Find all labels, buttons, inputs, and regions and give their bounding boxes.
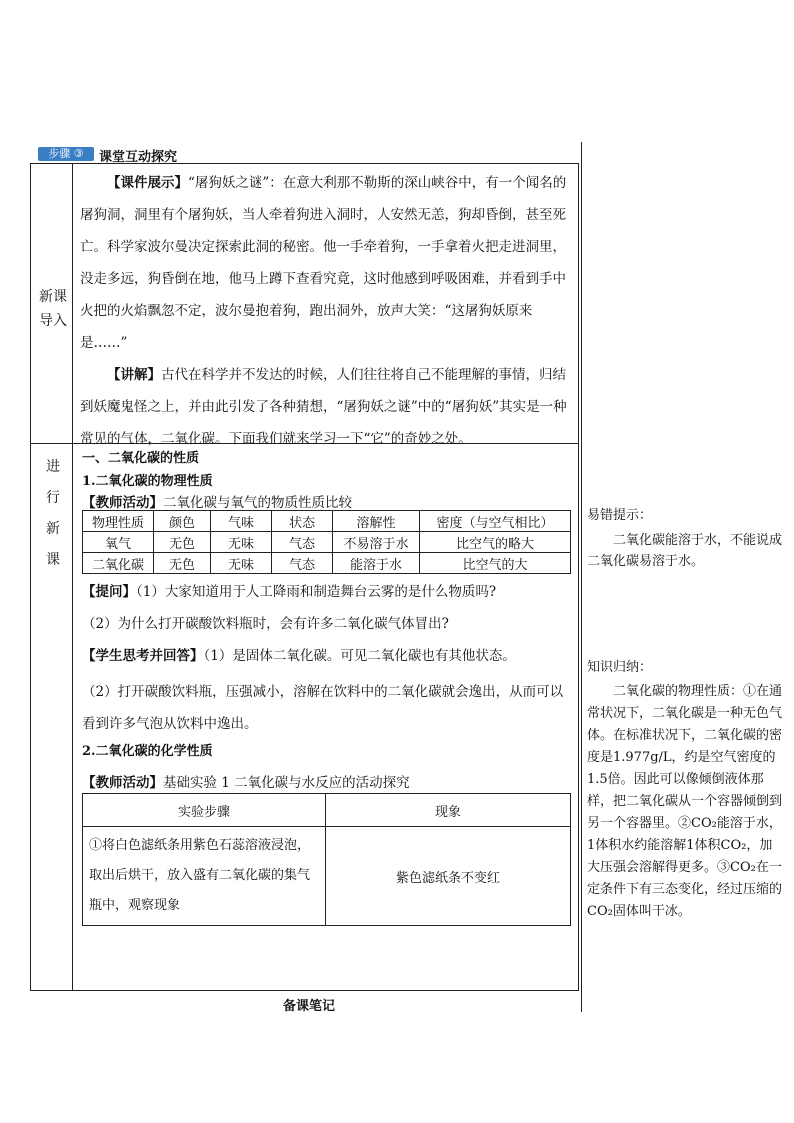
table-header-cell: 现象: [326, 794, 571, 827]
table-row: [83, 827, 571, 926]
table-cell: 能溶于水: [333, 553, 420, 574]
notes-divider: [581, 142, 582, 1012]
answer-1-text: （1）是固体二氧化碳。可见二氧化碳也有其他状态。: [203, 648, 516, 664]
table-header-cell: 密度（与空气相比）: [420, 511, 571, 532]
table-row: [83, 532, 571, 553]
table-cell: 不易溶于水: [333, 532, 420, 553]
table-cell: 无味: [211, 553, 272, 574]
table-header-cell: 颜色: [154, 511, 211, 532]
table-cell: 氧气: [83, 532, 154, 553]
new-lesson-section-label: 进 行 新 课: [46, 459, 60, 568]
property-table: [82, 510, 571, 574]
courseware-lead: 【课件展示】: [107, 175, 188, 191]
footer-label: 备课笔记: [283, 999, 336, 1014]
table-cell: 二氧化碳: [83, 553, 154, 574]
step-title: 课堂互动探究: [99, 150, 178, 165]
table-header-cell: 物理性质: [83, 511, 154, 532]
intro-paragraph-1: [80, 167, 572, 359]
table-cell: 比空气的大: [420, 553, 571, 574]
table-cell: 紫色滤纸条不变红: [326, 827, 571, 926]
table-cell: 无味: [211, 532, 272, 553]
explanation-lead: 【讲解】: [107, 367, 161, 383]
tip-title: 易错提示：: [587, 508, 653, 523]
question-1: [82, 580, 496, 600]
activity-2: [82, 771, 410, 791]
intro-section-label: 新课 导入: [39, 289, 67, 329]
question-1-text: （1）大家知道用于人工降雨和制造舞台云雾的是什么物质吗?: [136, 584, 497, 600]
table-cell: ①将白色滤纸条用紫色石蕊溶液浸泡，取出后烘干，放入盛有二氧化碳的集气瓶中，观察现象: [83, 827, 326, 926]
experiment-table: [82, 793, 571, 926]
answer-2: （2）打开碳酸饮料瓶，压强减小，溶解在饮料中的二氧化碳就会逸出，从而可以看到许多气泡从饮料中逸出。: [82, 684, 564, 732]
question-lead: 【提问】: [82, 584, 136, 600]
table-header-row: [83, 794, 571, 827]
table-cell: 气态: [272, 553, 333, 574]
table-header-cell: 溶解性: [333, 511, 420, 532]
table-cell: 气态: [272, 532, 333, 553]
table-cell: 无色: [154, 532, 211, 553]
tip-text: 二氧化碳能溶于水，不能说成二氧化碳易溶于水。: [587, 533, 783, 569]
courseware-text: “屠狗妖之谜”：在意大利那不勒斯的深山峡谷中，有一个闻名的屠狗洞，洞里有个屠狗妖，当人牵着狗进入洞时，人安然无恙，狗却昏倒，甚至死亡。科学家波尔曼决定探索此洞的秘密。他一手牵着狗，一手拿着火把走进洞里，没走多远，狗昏倒在地，他马上蹲下查看究竟，这时他感到呼吸困难，并看到手中火把的火焰飘忽不定，波尔曼抱着狗，跑出洞外，放声大笑：“这屠狗妖原来是……”: [80, 175, 567, 351]
table-cell: 无色: [154, 553, 211, 574]
activity-1-text: 二氧化碳与氧气的物质性质比较: [163, 495, 352, 511]
summary-title: 知识归纳：: [587, 660, 653, 675]
table-cell: 比空气的略大: [420, 532, 571, 553]
label-column-divider: [72, 163, 73, 991]
step-badge: 步骤 ③: [38, 147, 94, 161]
intro-paragraph-2: [80, 359, 572, 455]
answer-lead: 【学生思考并回答】: [82, 648, 204, 664]
table-header-row: [83, 511, 571, 532]
table-header-cell: 气味: [211, 511, 272, 532]
activity-2-lead: 【教师活动】: [82, 775, 163, 791]
activity-2-text: 基础实验 1 二氧化碳与水反应的活动探究: [163, 775, 410, 791]
activity-1-lead: 【教师活动】: [82, 495, 163, 511]
activity-1: [82, 491, 352, 511]
table-row: [83, 553, 571, 574]
heading-physical: 1.二氧化碳的物理性质: [82, 474, 213, 489]
intro-text: [80, 167, 572, 455]
table-header-cell: 实验步骤: [83, 794, 326, 827]
heading-properties: 一、二氧化碳的性质: [82, 451, 200, 466]
heading-chemical: 2.二氧化碳的化学性质: [82, 744, 213, 759]
summary-text: 二氧化碳的物理性质：①在通常状况下，二氧化碳是一种无色气体。在标准状况下，二氧化碳的密度是1.977g/L，约是空气密度的1.5倍。因此可以像倾倒液体那样，把二氧化碳从一个容器倾倒到另一个容器里。②CO₂能溶于水，1体积水约能溶解1体积CO₂，加大压强会溶解得更多。③CO₂在一定条件下有三态变化，经过压缩的CO₂固体叫干冰。: [587, 684, 783, 919]
question-2: （2）为什么打开碳酸饮料瓶时，会有许多二氧化碳气体冒出?: [82, 616, 449, 632]
answer-1: [82, 644, 516, 664]
table-header-cell: 状态: [272, 511, 333, 532]
explanation-text: 古代在科学并不发达的时候，人们往往将自己不能理解的事情，归结到妖魔鬼怪之上，并由此引发了各种猜想，“屠狗妖之谜”中的“屠狗妖”其实是一种常见的气体，二氧化碳。下面我们就来学习一下“它”的奇妙之处。: [80, 367, 567, 447]
